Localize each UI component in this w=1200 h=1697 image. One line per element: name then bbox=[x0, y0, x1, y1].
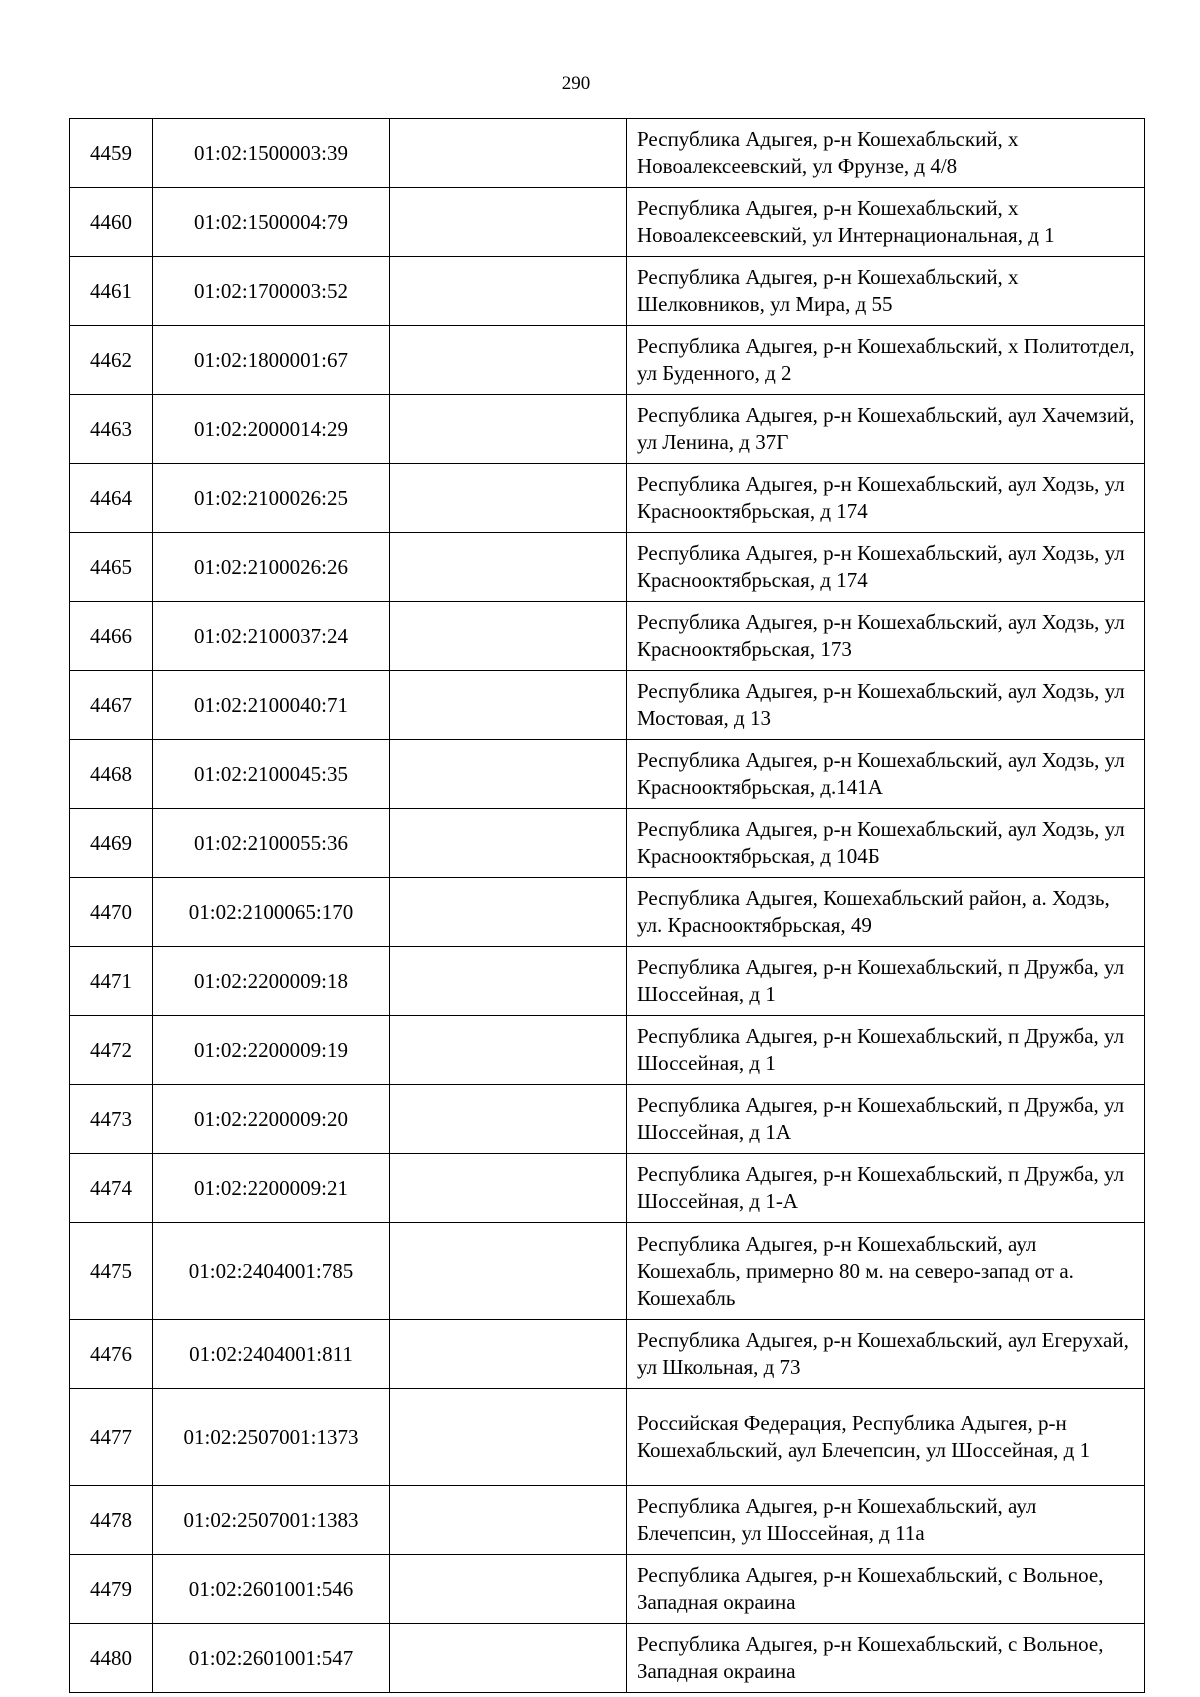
address-cell: Республика Адыгея, р-н Кошехабльский, п Дружба, ул Шоссейная, д 1 bbox=[627, 1016, 1145, 1085]
table-row bbox=[70, 878, 1145, 947]
address-cell: Республика Адыгея, р-н Кошехабльский, аул Ходзь, ул Краснооктябрьская, д 174 bbox=[627, 464, 1145, 533]
cadastral-number-cell: 01:02:2100037:24 bbox=[153, 602, 390, 671]
address-cell: Республика Адыгея, р-н Кошехабльский, аул Ходзь, ул Мостовая, д 13 bbox=[627, 671, 1145, 740]
empty-cell bbox=[390, 1555, 627, 1624]
property-registry-table bbox=[69, 118, 1145, 1693]
empty-cell bbox=[390, 119, 627, 188]
empty-cell bbox=[390, 1486, 627, 1555]
empty-cell bbox=[390, 1320, 627, 1389]
row-number-cell: 4466 bbox=[70, 602, 153, 671]
address-cell: Республика Адыгея, р-н Кошехабльский, х Политотдел, ул Буденного, д 2 bbox=[627, 326, 1145, 395]
cadastral-number-cell: 01:02:1500004:79 bbox=[153, 188, 390, 257]
row-number-cell: 4460 bbox=[70, 188, 153, 257]
cadastral-number-cell: 01:02:2200009:21 bbox=[153, 1154, 390, 1223]
cadastral-number-cell: 01:02:2404001:785 bbox=[153, 1223, 390, 1320]
empty-cell bbox=[390, 188, 627, 257]
address-cell: Республика Адыгея, р-н Кошехабльский, х Новоалексеевский, ул Интернациональная, д 1 bbox=[627, 188, 1145, 257]
cadastral-number-cell: 01:02:2507001:1373 bbox=[153, 1389, 390, 1486]
empty-cell bbox=[390, 1154, 627, 1223]
address-cell: Республика Адыгея, р-н Кошехабльский, с Вольное, Западная окраина bbox=[627, 1555, 1145, 1624]
cadastral-number-cell: 01:02:2601001:546 bbox=[153, 1555, 390, 1624]
address-cell: Республика Адыгея, р-н Кошехабльский, п Дружба, ул Шоссейная, д 1-А bbox=[627, 1154, 1145, 1223]
cadastral-number-cell: 01:02:2000014:29 bbox=[153, 395, 390, 464]
address-cell: Республика Адыгея, р-н Кошехабльский, п Дружба, ул Шоссейная, д 1А bbox=[627, 1085, 1145, 1154]
cadastral-number-cell: 01:02:1800001:67 bbox=[153, 326, 390, 395]
address-cell: Республика Адыгея, р-н Кошехабльский, аул Ходзь, ул Краснооктябрьская, д 104Б bbox=[627, 809, 1145, 878]
table-row bbox=[70, 464, 1145, 533]
table-row bbox=[70, 1624, 1145, 1693]
cadastral-number-cell: 01:02:2601001:547 bbox=[153, 1624, 390, 1693]
cadastral-number-cell: 01:02:1700003:52 bbox=[153, 257, 390, 326]
empty-cell bbox=[390, 533, 627, 602]
cadastral-number-cell: 01:02:2507001:1383 bbox=[153, 1486, 390, 1555]
address-cell: Республика Адыгея, р-н Кошехабльский, аул Хачемзий, ул Ленина, д 37Г bbox=[627, 395, 1145, 464]
table-row bbox=[70, 1085, 1145, 1154]
row-number-cell: 4467 bbox=[70, 671, 153, 740]
table-row bbox=[70, 1320, 1145, 1389]
table-row bbox=[70, 326, 1145, 395]
table-row bbox=[70, 533, 1145, 602]
address-cell: Республика Адыгея, р-н Кошехабльский, п Дружба, ул Шоссейная, д 1 bbox=[627, 947, 1145, 1016]
cadastral-number-cell: 01:02:2100065:170 bbox=[153, 878, 390, 947]
empty-cell bbox=[390, 947, 627, 1016]
empty-cell bbox=[390, 602, 627, 671]
address-cell: Республика Адыгея, р-н Кошехабльский, аул Блечепсин, ул Шоссейная, д 11а bbox=[627, 1486, 1145, 1555]
cadastral-number-cell: 01:02:2100055:36 bbox=[153, 809, 390, 878]
row-number-cell: 4479 bbox=[70, 1555, 153, 1624]
row-number-cell: 4472 bbox=[70, 1016, 153, 1085]
table-row bbox=[70, 1486, 1145, 1555]
empty-cell bbox=[390, 878, 627, 947]
table-row bbox=[70, 602, 1145, 671]
address-cell: Республика Адыгея, Кошехабльский район, а. Ходзь, ул. Краснооктябрьская, 49 bbox=[627, 878, 1145, 947]
table-row bbox=[70, 740, 1145, 809]
row-number-cell: 4480 bbox=[70, 1624, 153, 1693]
address-cell: Республика Адыгея, р-н Кошехабльский, х Новоалексеевский, ул Фрунзе, д 4/8 bbox=[627, 119, 1145, 188]
table-row bbox=[70, 1555, 1145, 1624]
row-number-cell: 4473 bbox=[70, 1085, 153, 1154]
address-cell: Республика Адыгея, р-н Кошехабльский, аул Ходзь, ул Краснооктябрьская, 173 bbox=[627, 602, 1145, 671]
empty-cell bbox=[390, 326, 627, 395]
cadastral-number-cell: 01:02:2200009:18 bbox=[153, 947, 390, 1016]
row-number-cell: 4463 bbox=[70, 395, 153, 464]
cadastral-number-cell: 01:02:2200009:19 bbox=[153, 1016, 390, 1085]
row-number-cell: 4475 bbox=[70, 1223, 153, 1320]
cadastral-number-cell: 01:02:2100045:35 bbox=[153, 740, 390, 809]
table-row bbox=[70, 1389, 1145, 1486]
empty-cell bbox=[390, 1085, 627, 1154]
cadastral-number-cell: 01:02:2100026:25 bbox=[153, 464, 390, 533]
empty-cell bbox=[390, 1389, 627, 1486]
address-cell: Республика Адыгея, р-н Кошехабльский, аул Ходзь, ул Краснооктябрьская, д 174 bbox=[627, 533, 1145, 602]
row-number-cell: 4461 bbox=[70, 257, 153, 326]
table-row bbox=[70, 119, 1145, 188]
table-row bbox=[70, 395, 1145, 464]
row-number-cell: 4477 bbox=[70, 1389, 153, 1486]
row-number-cell: 4462 bbox=[70, 326, 153, 395]
cadastral-number-cell: 01:02:2100026:26 bbox=[153, 533, 390, 602]
table-row bbox=[70, 188, 1145, 257]
cadastral-number-cell: 01:02:1500003:39 bbox=[153, 119, 390, 188]
row-number-cell: 4474 bbox=[70, 1154, 153, 1223]
address-cell: Российская Федерация, Республика Адыгея, р-н Кошехабльский, аул Блечепсин, ул Шоссейная, д 1 bbox=[627, 1389, 1145, 1486]
table-row bbox=[70, 1016, 1145, 1085]
row-number-cell: 4470 bbox=[70, 878, 153, 947]
row-number-cell: 4465 bbox=[70, 533, 153, 602]
empty-cell bbox=[390, 395, 627, 464]
cadastral-number-cell: 01:02:2100040:71 bbox=[153, 671, 390, 740]
table-row bbox=[70, 809, 1145, 878]
row-number-cell: 4476 bbox=[70, 1320, 153, 1389]
row-number-cell: 4469 bbox=[70, 809, 153, 878]
table-row bbox=[70, 671, 1145, 740]
table-row bbox=[70, 257, 1145, 326]
row-number-cell: 4478 bbox=[70, 1486, 153, 1555]
table-row bbox=[70, 947, 1145, 1016]
row-number-cell: 4464 bbox=[70, 464, 153, 533]
address-cell: Республика Адыгея, р-н Кошехабльский, с Вольное, Западная окраина bbox=[627, 1624, 1145, 1693]
table-row bbox=[70, 1154, 1145, 1223]
table-row bbox=[70, 1223, 1145, 1320]
address-cell: Республика Адыгея, р-н Кошехабльский, аул Ходзь, ул Краснооктябрьская, д.141А bbox=[627, 740, 1145, 809]
empty-cell bbox=[390, 671, 627, 740]
empty-cell bbox=[390, 1223, 627, 1320]
row-number-cell: 4471 bbox=[70, 947, 153, 1016]
row-number-cell: 4468 bbox=[70, 740, 153, 809]
cadastral-number-cell: 01:02:2200009:20 bbox=[153, 1085, 390, 1154]
page-number: 290 bbox=[561, 73, 591, 94]
cadastral-number-cell: 01:02:2404001:811 bbox=[153, 1320, 390, 1389]
address-cell: Республика Адыгея, р-н Кошехабльский, х Шелковников, ул Мира, д 55 bbox=[627, 257, 1145, 326]
address-cell: Республика Адыгея, р-н Кошехабльский, аул Егерухай, ул Школьная, д 73 bbox=[627, 1320, 1145, 1389]
empty-cell bbox=[390, 1624, 627, 1693]
empty-cell bbox=[390, 809, 627, 878]
empty-cell bbox=[390, 740, 627, 809]
row-number-cell: 4459 bbox=[70, 119, 153, 188]
address-cell: Республика Адыгея, р-н Кошехабльский, аул Кошехабль, примерно 80 м. на северо-запад от а. Кошехабль bbox=[627, 1223, 1145, 1320]
empty-cell bbox=[390, 1016, 627, 1085]
empty-cell bbox=[390, 464, 627, 533]
empty-cell bbox=[390, 257, 627, 326]
